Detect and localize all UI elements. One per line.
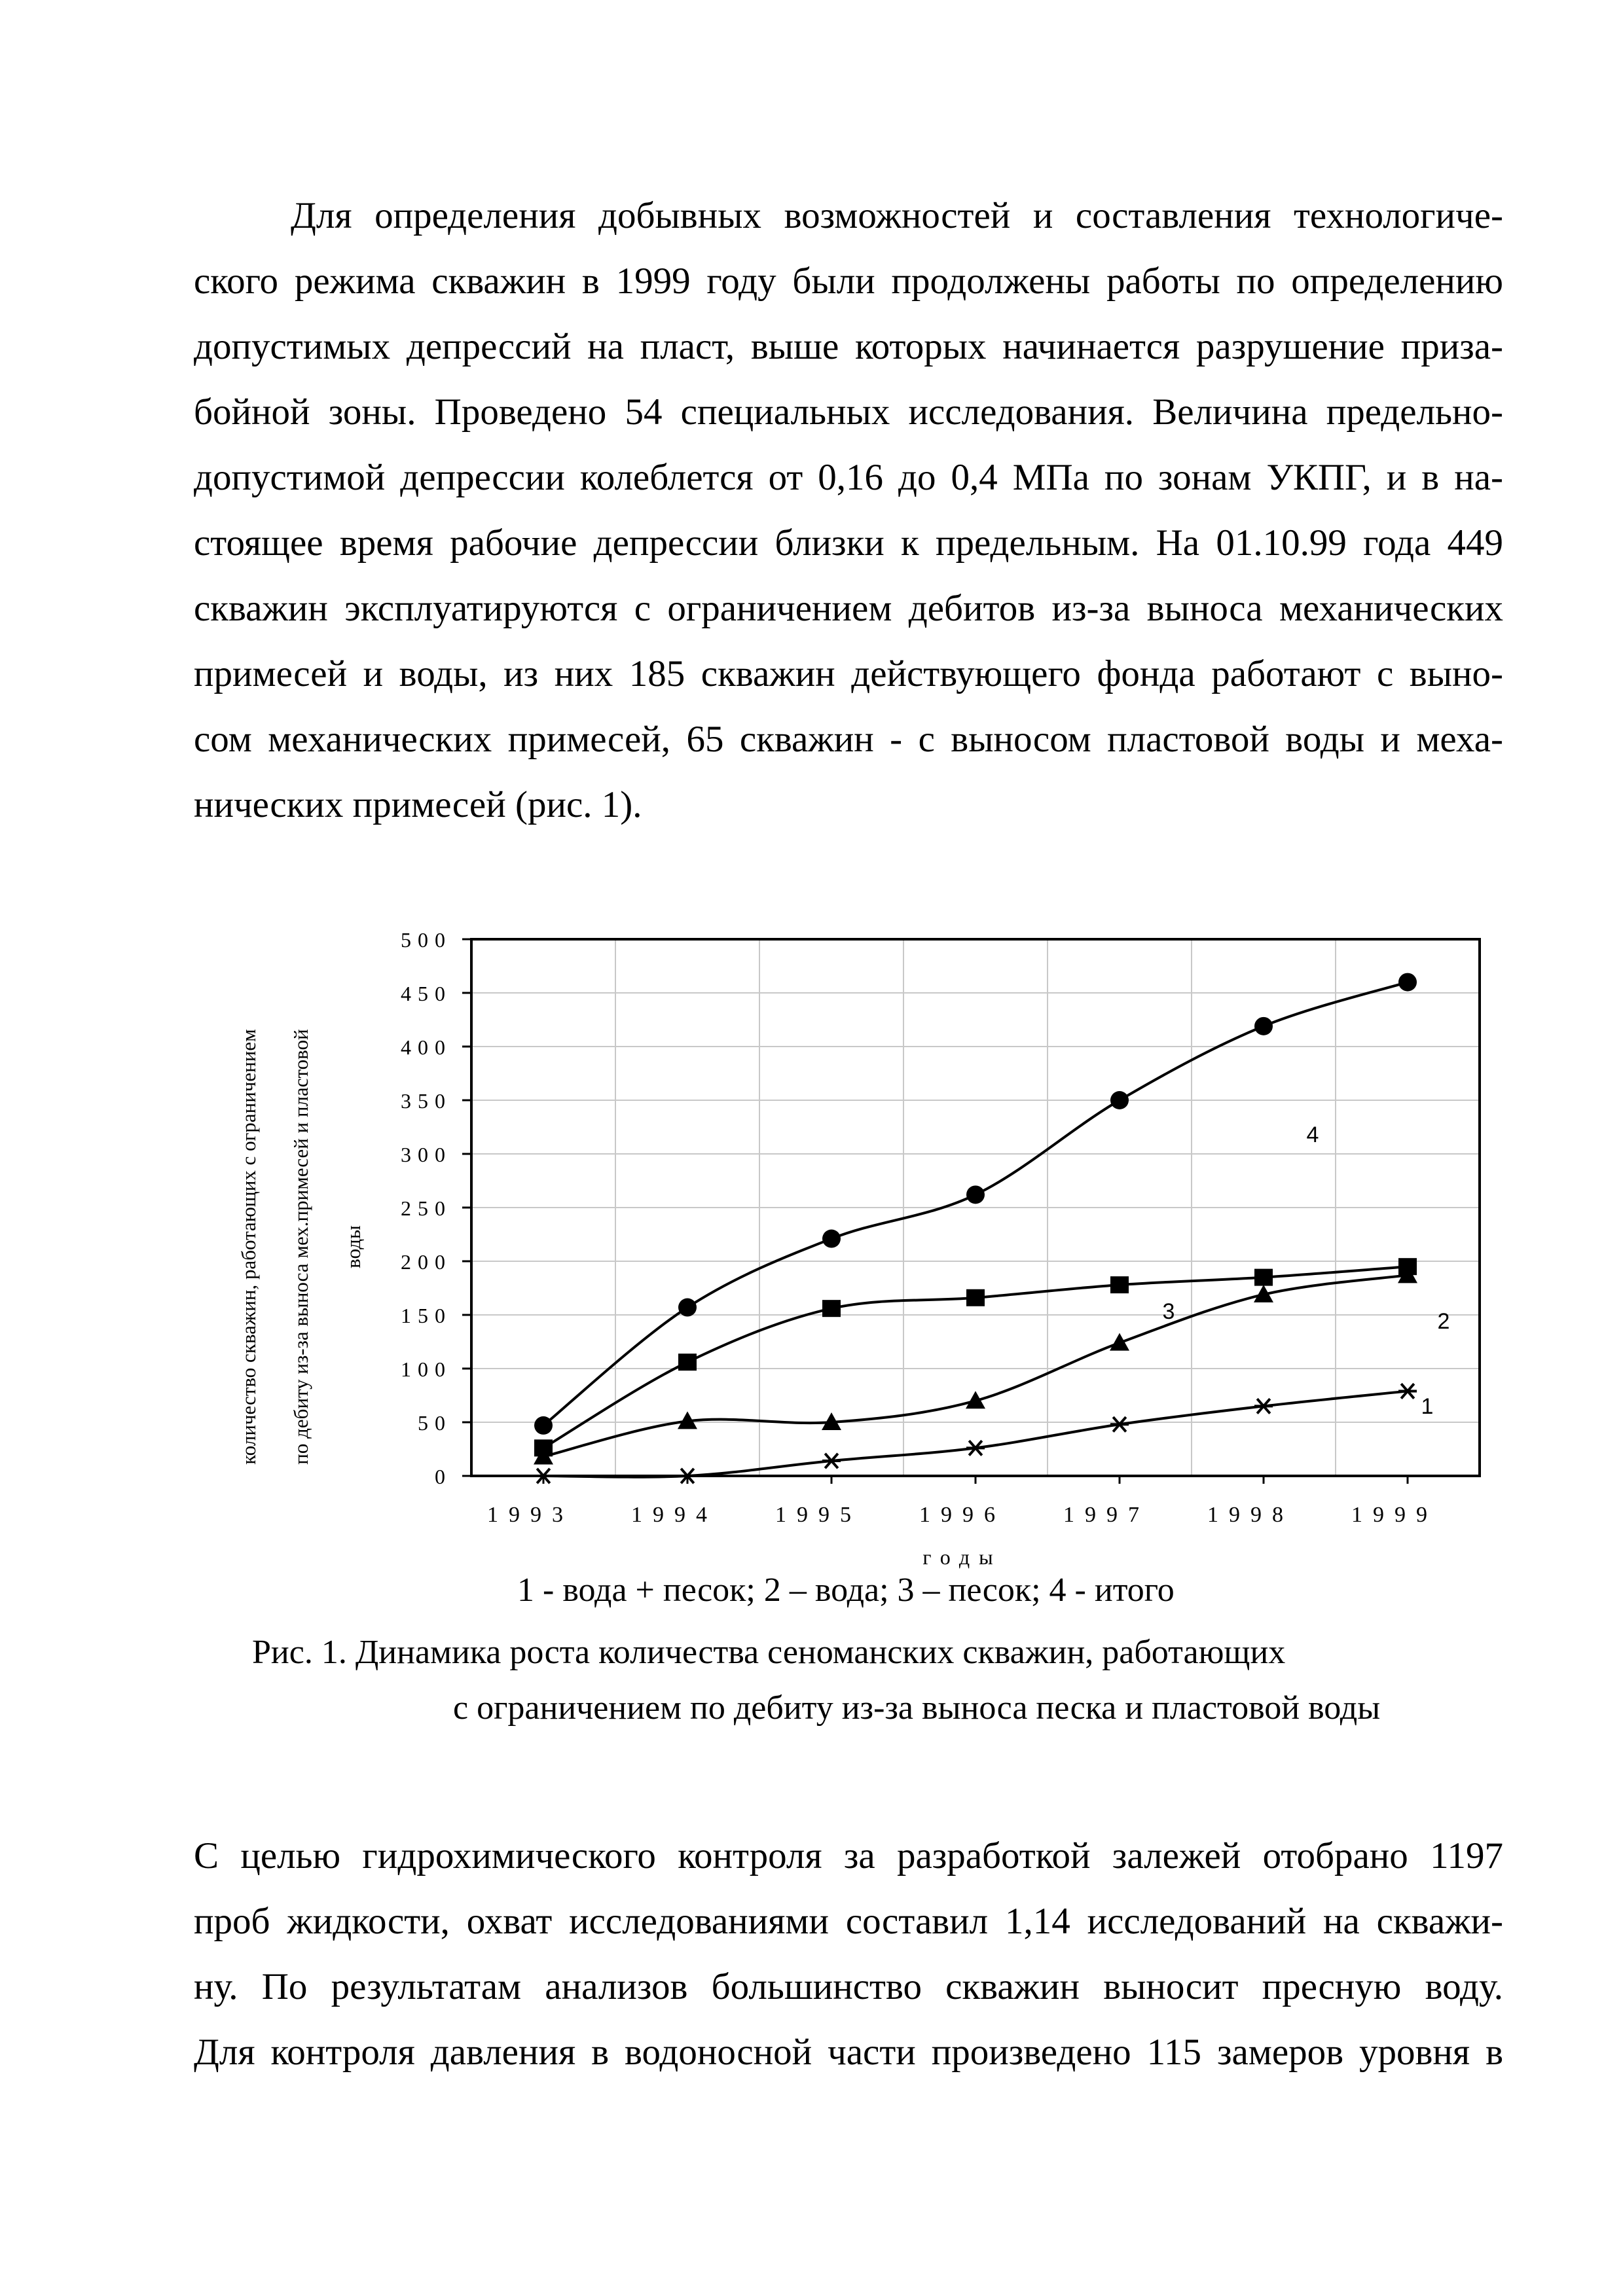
data-point-3	[822, 1300, 841, 1317]
figure-legend: 1 - вода + песок; 2 – вода; 3 – песок; 4 - итого	[517, 1571, 1175, 1609]
x-tick-label: 1994	[631, 1503, 718, 1527]
y-tick-label: 400	[401, 1035, 452, 1059]
x-tick-label: 1995	[775, 1503, 862, 1527]
figure-caption-line-2: с ограничением по дебиту из-за выноса песка и пластовой воды	[453, 1689, 1381, 1727]
hydrochem-paragraph	[194, 1823, 1503, 2085]
text-line: скважин эксплуатируются с ограничением дебитов из-за выноса механических	[194, 588, 1503, 629]
text-line: сом механических примесей, 65 скважин - с выносом пластовой воды и меха-	[194, 719, 1503, 760]
chart-svg	[223, 903, 1506, 1571]
text-line: Для контроля давления в водоносной части произведено 115 замеров уровня в	[194, 2032, 1503, 2073]
figure-caption-line-1: Рис. 1. Динамика роста количества сеноманских скважин, работающих	[252, 1634, 1286, 1671]
y-axis-label-line-3: воды	[342, 1225, 365, 1268]
x-tick-label: 1993	[487, 1503, 574, 1527]
data-point-3	[966, 1289, 985, 1306]
series-label-1: 1	[1421, 1394, 1434, 1419]
text-line: примесей и воды, из них 185 скважин действующего фонда работают с выно-	[194, 653, 1503, 694]
x-tick-label: 1997	[1063, 1503, 1150, 1527]
data-point-4	[1398, 973, 1417, 992]
y-tick-label: 450	[401, 982, 452, 1005]
y-axis-label-line-1: количество скважин, работающих с ограничением	[237, 1029, 260, 1465]
y-tick-label: 150	[401, 1304, 452, 1327]
data-point-4	[1110, 1091, 1129, 1109]
data-point-3	[678, 1354, 697, 1371]
series-label-4: 4	[1306, 1122, 1319, 1147]
y-tick-label: 50	[418, 1411, 452, 1435]
x-tick-label: 1996	[919, 1503, 1006, 1527]
data-point-4	[966, 1185, 985, 1204]
y-axis-label-line-2: по дебиту из-за выноса мех.примесей и пластовой	[289, 1029, 312, 1465]
y-tick-label: 300	[401, 1143, 452, 1166]
data-point-4	[534, 1416, 553, 1435]
y-tick-label: 250	[401, 1196, 452, 1220]
text-line: стоящее время рабочие депрессии близки к предельным. На 01.10.99 года 449	[194, 522, 1503, 564]
data-point-1	[822, 1454, 841, 1468]
x-axis-label: годы	[922, 1545, 1002, 1569]
data-point-4	[822, 1230, 841, 1248]
x-tick-label: 1998	[1207, 1503, 1294, 1527]
data-point-3	[1110, 1276, 1129, 1293]
text-line: нических примесей (рис. 1).	[194, 784, 642, 825]
data-point-1	[1398, 1384, 1417, 1398]
text-line: Для определения добывных возможностей и составления технологиче-	[291, 195, 1503, 236]
series-label-3: 3	[1162, 1299, 1175, 1324]
data-point-3	[1254, 1269, 1273, 1286]
data-point-4	[1254, 1017, 1273, 1035]
y-tick-label: 100	[401, 1357, 452, 1381]
data-point-1	[1254, 1399, 1273, 1413]
text-line: С целью гидрохимического контроля за разработкой залежей отобрано 1197	[194, 1835, 1503, 1876]
text-line: ну. По результатам анализов большинство скважин выносит пресную воду.	[194, 1966, 1503, 2007]
text-line: допустимой депрессии колеблется от 0,16 до 0,4 МПа по зонам УКПГ, и в на-	[194, 457, 1503, 498]
series-label-2: 2	[1437, 1309, 1450, 1334]
text-line: бойной зоны. Проведено 54 специальных исследования. Величина предельно-	[194, 391, 1503, 433]
y-tick-label: 500	[401, 928, 452, 952]
data-point-3	[534, 1439, 553, 1456]
text-line: проб жидкости, охват исследованиями составил 1,14 исследований на скважи-	[194, 1901, 1503, 1942]
data-point-1	[1110, 1417, 1129, 1431]
data-point-1	[966, 1441, 985, 1455]
text-line: ского режима скважин в 1999 году были продолжены работы по определению	[194, 260, 1503, 302]
y-tick-label: 350	[401, 1089, 452, 1113]
data-point-3	[1398, 1258, 1417, 1275]
data-point-2	[1110, 1333, 1129, 1351]
text-line: допустимых депрессий на пласт, выше которых начинается разрушение приза-	[194, 326, 1503, 367]
well-dynamics-chart	[223, 903, 1506, 1571]
data-point-4	[678, 1299, 697, 1317]
y-tick-label: 0	[435, 1465, 452, 1488]
intro-paragraph	[194, 183, 1503, 838]
y-tick-label: 200	[401, 1250, 452, 1274]
x-tick-label: 1999	[1351, 1503, 1438, 1527]
